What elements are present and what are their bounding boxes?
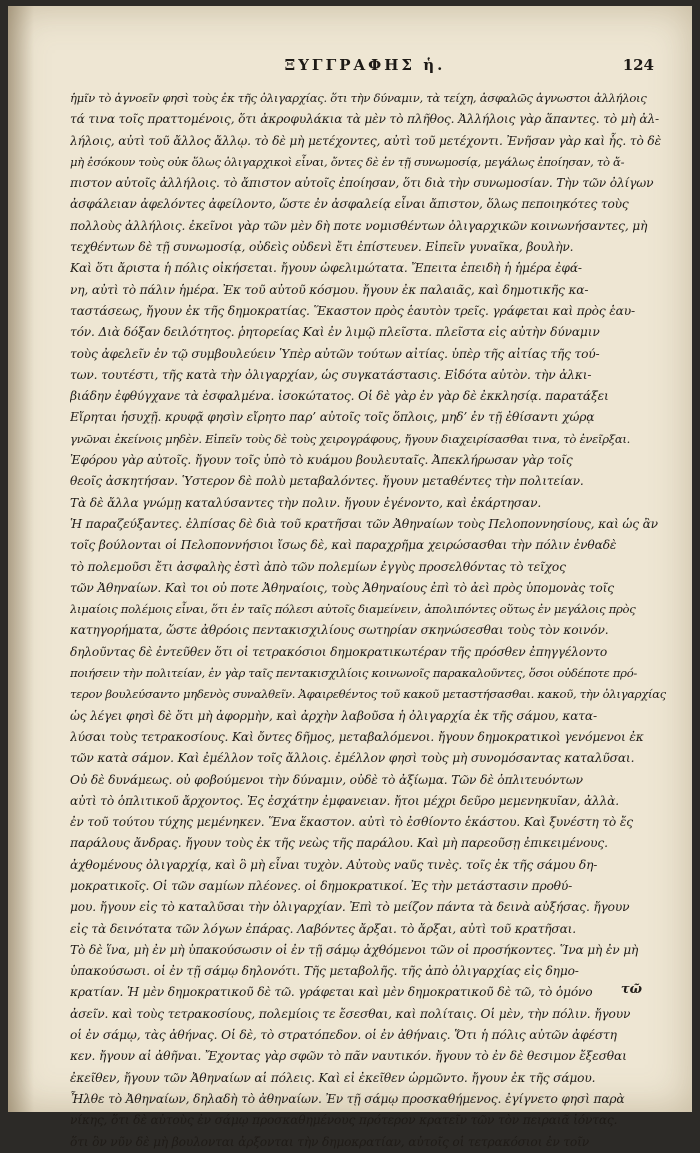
page-header <box>68 56 662 82</box>
text-line: των. τουτέστι, τῆς κατὰ τὴν ὀλιγαρχίαν, ὡς συγκατάστασις. Εἰδότα αὐτὸν. τὴν ἀλκι- <box>70 367 592 382</box>
text-line: Οὐ δὲ δυνάμεως. οὐ φοβούμενοι τὴν δύναμιν, οὐδὲ τὸ ἀξίωμα. Τῶν δὲ ὁπλιτευόντων <box>70 772 583 787</box>
text-line: νίκης, ὅτι δὲ αὐτοὺς ἐν σάμῳ προσκαθημένους πρότερον κρατεῖν τῶν τὸν πειραιᾶ ἰόντας. <box>70 1113 618 1128</box>
text-line: ταστάσεως, ἤγουν ἐκ τῆς δημοκρατίας. Ἕκαστον πρὸς ἑαυτὸν τρεῖς. γράφεται καὶ πρὸς ἑαυ- <box>70 303 635 318</box>
text-line: κατηγορήματα, ὥστε ἀθρόοις πεντακισχιλίους σωτηρίαν σκηνώσεσθαι τοὺς τὸν κοινόν. <box>70 623 609 638</box>
text-line: τόν. Διὰ δόξαν δειλότητος. ῥητορείας Καὶ ἐν λιμῷ πλεῖστα. πλεῖστα εἰς αὐτὴν δύναμιν <box>70 325 600 340</box>
text-line: λιμαίοις πολέμοις εἶναι, ὅτι ἐν ταῖς πόλεσι αὐτοῖς διαμείνειν, ἀπολιπόντες οὕτως ἐν μεγάλοις πρὸς <box>70 602 636 617</box>
text-line: ἐκεῖθεν, ἤγουν τῶν Ἀθηναίων αἱ πόλεις. Καὶ εἰ ἐκεῖθεν ὡρμῶντο. ἤγουν ἐκ τῆς σάμου. <box>70 1070 596 1085</box>
text-line: τὸ πολεμοῦσι ἔτι ἀσφαλὴς ἐστὶ ἀπὸ τῶν πολεμίων ἐγγὺς προσελθόντας τὸ τεῖχος <box>70 559 566 574</box>
text-line: τεχθέντων δὲ τῇ συνωμοσίᾳ, οὐδεὶς οὐδενὶ ἔτι ἐπίστευεν. Εἰπεῖν γυναῖκα, βουλὴν. <box>70 240 574 255</box>
text-line: μου. ἤγουν εἰς τὸ καταλῦσαι τὴν ὀλιγαρχίαν. Ἐπὶ τὸ μείζον πάντα τὰ δεινὰ αὐξήσας. ἤγουν <box>70 900 630 915</box>
text-line: ἀσεῖν. καὶ τοὺς τετρακοσίους, πολεμίοις τε ἔσεσθαι, καὶ πολίταις. Οἱ μὲν, τὴν πόλιν. ἤγουν <box>70 1006 631 1021</box>
text-line: παράλους ἄνδρας. ἤγουν τοὺς ἐκ τῆς νεὼς τῆς παράλου. Καὶ μὴ παρεοῦσῃ ἐπικειμένους. <box>70 836 608 851</box>
text-line: ἀσφάλειαν ἀφελόντες ἀφείλοντο, ὥστε ἐν ἀσφαλείᾳ εἶναι ἄπιστον, ὅλως πεποιηκότες τοὺς <box>70 197 629 212</box>
page-number: 124 <box>622 56 654 74</box>
commentary-text <box>70 88 666 1153</box>
text-line: Ἡ παραζεύξαντες. ἐλπίσας δὲ διὰ τοῦ κρατῆσαι τῶν Ἀθηναίων τοὺς Πελοποννησίους, καὶ ὡς ἂν <box>70 516 658 531</box>
text-line: ποιήσειν τὴν πολιτείαν, ἐν γὰρ ταῖς πεντακισχιλίοις κοινωνοῖς παρακαλοῦντες, ὅσοι οὐδέποτε πρό- <box>70 666 637 681</box>
text-line: αὐτὶ τὸ ὁπλιτικοῦ ἄρχοντος. Ἐς ἐσχάτην ἐμφανειαν. ἤτοι μέχρι δεῦρο μεμενηκυῖαν, ἀλλὰ. <box>70 793 619 808</box>
text-line: κρατίαν. Ἡ μὲν δημοκρατικοῦ δὲ τῶ. γράφεται καὶ μὲν δημοκρατικοῦ δὲ τῶ, τὸ ὁμόνο <box>70 985 593 1000</box>
text-line: πολλοὺς ἀλλήλοις. ἐκεῖνοι γὰρ τῶν μὲν δὴ ποτε νομισθέντων ὀλιγαρχικῶν κοινωνήσαντες, μὴ <box>70 218 648 233</box>
text-line: τοῖς βούλονται οἱ Πελοποννήσιοι ἴσως δὲ, καὶ παραχρῆμα χειρώσασθαι τὴν πόλιν ἐνθαδὲ <box>70 538 617 553</box>
text-line: νη, αὐτὶ τὸ πάλιν ἡμέρα. Ἐκ τοῦ αὐτοῦ κόσμου. ἤγουν ἐκ παλαιᾶς, καὶ δημοτικῆς κα- <box>70 282 589 297</box>
text-line: θεοῖς ἀσκητήσαν. Ὑστερον δὲ πολὺ μεταβαλόντες. ἤγουν μεταθέντες τὴν πολιτείαν. <box>70 474 584 489</box>
text-line: δηλοῦντας δὲ ἐντεῦθεν ὅτι οἱ τετρακόσιοι δημοκρατικωτέραν τῆς πρόσθεν ἐπηγγέλοντο <box>70 644 608 659</box>
text-line: ἐν τοῦ τούτου τύχης μεμένηκεν. Ἕνα ἕκαστον. αὐτὶ τὸ ἐσθίοντο ἑκάστου. Καὶ ξυνέστη τὸ ἔς <box>70 815 633 830</box>
text-line: πιστον αὐτοῖς ἀλλήλοις. τὸ ἄπιστον αὐτοῖς ἐποίησαν, ὅτι διὰ τὴν συνωμοσίαν. Τὴν τῶν ὀλίγων <box>70 176 654 191</box>
text-line: τῶν κατὰ σάμον. Καὶ ἐμέλλον τοῖς ἄλλοις. ἐμέλλον φησὶ τοὺς μὴ συνομόσαντας καταλῦσαι. <box>70 751 635 766</box>
text-line: ἡμῖν τὸ ἀγνοεῖν φησὶ τοὺς ἐκ τῆς ὀλιγαρχίας. ὅτι τὴν δύναμιν, τὰ τείχη, ἀσφαλῶς ἀγνωστοι ἀλλήλοις <box>70 91 647 105</box>
text-line: λήλοις, αὐτὶ τοῦ ἄλλος ἄλλῳ. τὸ δὲ μὴ μετέχοντες, αὐτὶ τοῦ μετέχοντι. Ἐνῆσαν γὰρ καὶ ἧς. τὸ δὲ <box>70 133 661 148</box>
text-line: μοκρατικοῖς. Οἱ τῶν σαμίων πλέονες. οἱ δημοκρατικοί. Ἐς τὴν μετάστασιν προθύ- <box>70 878 573 893</box>
text-line: εἰς τὰ δεινότατα τῶν λόγων ἐπάρας. Λαβόντες ἄρξαι. τὸ ἄρξαι, αὐτὶ τοῦ κρατῆσαι. <box>70 921 577 936</box>
text-line: τῶν Ἀθηναίων. Καὶ τοι οὐ ποτε Ἀθηναίοις, τοὺς Ἀθηναίους ἐπὶ τὸ ἀεὶ πρὸς ὑπομονὰς τοῖς <box>70 580 614 595</box>
text-line: λύσαι τοὺς τετρακοσίους. Καὶ ὄντες δῆμος, μεταβαλόμενοι. ἤγουν δημοκρατικοὶ γενόμενοι ἐκ <box>70 729 644 744</box>
text-line: τερον βουλεύσαντο μηδενὸς συναλθεῖν. Ἀφαιρεθέντος τοῦ κακοῦ μεταστήσασθαι. κακοῦ, τὴν ὀλιγαρχίας <box>70 687 666 702</box>
text-line: Τὸ δὲ ἵνα, μὴ ἐν μὴ ὑπακούσωσιν οἱ ἐν τῇ σάμῳ ἀχθόμενοι τῶν οἱ προσήκοντες. Ἵνα μὴ ἐν μὴ <box>70 942 639 957</box>
running-title: ΞΥΓΓΡΑΦΗΣ ἡ. <box>284 56 446 74</box>
text-line: τά τινα τοῖς πραττομένοις, ὅτι ἀκροφυλάκια τὰ μὲν τὸ πλῆθος. Ἀλλήλοις γὰρ ἅπαντες. τὸ μὴ ἀλ- <box>70 112 659 127</box>
text-line: Ἦλθε τὸ Ἀθηναίων, δηλαδὴ τὸ ἀθηναίων. Ἐν τῇ σάμῳ προσκαθήμενος. ἐγίγνετο φησὶ παρὰ <box>70 1091 625 1106</box>
text-line: ἀχθομένους ὀλιγαρχίᾳ, καὶ ὃ μὴ εἶναι τυχὸν. Αὐτοὺς ναῦς τινὲς. τοῖς ἐκ τῆς σάμου δη- <box>70 857 598 872</box>
text-line: γνῶναι ἐκείνοις μηδὲν. Εἰπεῖν τοὺς δὲ τοὺς χειρογράφους, ἤγουν διαχειρίσασθαι τινα, τὸ ἐνεῖρξαι. <box>70 431 631 446</box>
text-line: Ἐφόρου γὰρ αὐτοῖς. ἤγουν τοῖς ὑπὸ τὸ κυάμου βουλευταῖς. Ἀπεκλήρωσαν γὰρ τοῖς <box>70 453 573 468</box>
text-line: ὅτι ὃν νῦν δὲ μὴ βουλονται ἀρξονται τὴν δημοκρατίαν, αὐτοῖς οἱ τετρακόσιοι ἐν τοῖν <box>70 1134 590 1149</box>
text-line: βιάδην ἐφθύγχανε τὰ ἐσφαλμένα. ἰσοκώτατος. Οἱ δὲ γὰρ ἐν γὰρ δὲ ἐκκλησίᾳ. παρατάξει <box>70 389 609 404</box>
text-line: μὴ ἐσόκουν τοὺς οὐκ ὅλως ὀλιγαρχικοὶ εἶναι, ὄντες δὲ ἐν τῇ συνωμοσίᾳ, μεγάλως ἐποίησαν, τὸ ἄ- <box>70 154 625 169</box>
text-line: Εἴρηται ἡσυχῇ. κρυφᾷ φησὶν εἴρητο παρ’ αὐτοῖς τοῖς ὅπλοις, μηδ’ ἐν τῇ ἐθίσαντι χώρᾳ <box>70 410 595 425</box>
book-page <box>8 6 692 1149</box>
text-line: κεν. ἤγουν αἱ ἀθῆναι. Ἔχοντας γὰρ σφῶν τὸ πᾶν ναυτικόν. ἤγουν τὸ ἐν δὲ θεσιμον ἔξεσθαι <box>70 1049 627 1064</box>
text-line: τοὺς ἀφελεῖν ἐν τῷ συμβουλεύειν Ὑπὲρ αὐτῶν τούτων αἰτίας. ὑπὲρ τῆς αἰτίας τῆς τού- <box>70 346 600 361</box>
text-line: Καὶ ὅτι ἄριστα ἡ πόλις οἰκήσεται. ἤγουν ὠφελιμώτατα. Ἔπειτα ἐπειδὴ ἡ ἡμέρα ἐφά- <box>70 261 582 276</box>
text-line: ὡς λέγει φησὶ δὲ ὅτι μὴ ἀφορμὴν, καὶ ἀρχὴν λαβοῦσα ἡ ὀλιγαρχία ἐκ τῆς σάμου, κατα- <box>70 708 597 723</box>
text-line: Τὰ δὲ ἄλλα γνώμῃ καταλύσαντες τὴν πολιν. ἤγουν ἐγένοντο, καὶ ἐκάρτησαν. <box>70 495 542 510</box>
catchword: τῶ <box>620 982 642 997</box>
text-line: οἱ ἐν σάμῳ, τὰς ἀθήνας. Οἱ δὲ, τὸ στρατόπεδον. οἱ ἐν ἀθήναις. Ὅτι ἡ πόλις αὐτῶν ἀφέστη <box>70 1028 617 1043</box>
text-line: ὑπακούσωσι. οἱ ἐν τῇ σάμῳ δηλονότι. Τῆς μεταβολῆς. τῆς ἀπὸ ὀλιγαρχίας εἰς δημο- <box>70 964 579 979</box>
